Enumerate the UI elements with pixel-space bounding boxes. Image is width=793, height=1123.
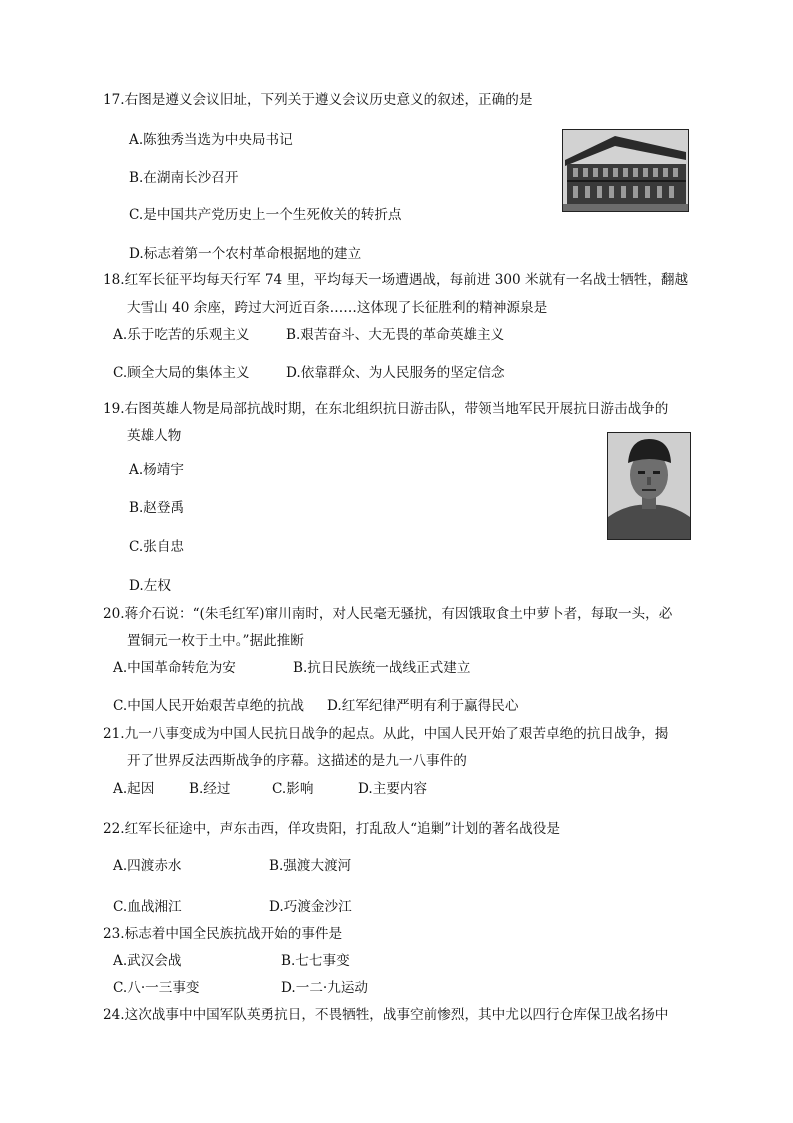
question-18-option-a: A.乐于吃苦的乐观主义 xyxy=(113,327,250,343)
question-20-option-d: D.红军纪律严明有利于赢得民心 xyxy=(327,698,519,714)
question-20-option-a: A.中国革命转危为安 xyxy=(113,660,236,676)
question-23-stem: 23.标志着中国全民族抗战开始的事件是 xyxy=(103,926,343,942)
question-19-option-b: B.赵登禹 xyxy=(129,500,185,516)
question-22-option-b: B.强渡大渡河 xyxy=(269,858,352,874)
question-23-option-a: A.武汉会战 xyxy=(113,953,182,969)
question-18-option-b: B.艰苦奋斗、大无畏的革命英雄主义 xyxy=(286,327,505,343)
zunyi-building-illustration xyxy=(563,130,688,211)
question-18-option-d: D.依靠群众、为人民服务的坚定信念 xyxy=(286,365,505,381)
question-17-option-c: C.是中国共产党历史上一个生死攸关的转折点 xyxy=(129,207,402,223)
question-24-stem: 24.这次战事中中国军队英勇抗日，不畏牺牲，战事空前惨烈，其中尤以四行仓库保卫战名扬中 xyxy=(103,1007,669,1023)
question-17-option-d: D.标志着第一个农村革命根据地的建立 xyxy=(129,246,362,262)
question-17-stem: 17.右图是遵义会议旧址，下列关于遵义会议历史意义的叙述，正确的是 xyxy=(103,92,533,108)
question-23-option-b: B.七七事变 xyxy=(281,953,350,969)
question-22-option-c: C.血战湘江 xyxy=(113,899,182,915)
question-19-stem-line-2: 英雄人物 xyxy=(127,428,182,444)
question-21-option-a: A.起因 xyxy=(113,781,155,797)
question-22-stem: 22.红军长征途中，声东击西，佯攻贵阳，打乱敌人“追剿”计划的著名战役是 xyxy=(103,821,560,837)
question-18-stem-line-2: 大雪山 40 余座，跨过大河近百条……这体现了长征胜利的精神源泉是 xyxy=(127,300,548,316)
question-20-stem-line-1: 20.蒋介石说：“(朱毛红军)窜川南时，对人民毫无骚扰，有因饿取食土中萝卜者，每取一头，必 xyxy=(103,606,673,622)
question-21-option-c: C.影响 xyxy=(272,781,314,797)
question-19-option-c: C.张自忠 xyxy=(129,539,185,555)
question-19-option-a: A.杨靖宇 xyxy=(129,462,184,478)
question-17-option-a: A.陈独秀当选为中央局书记 xyxy=(129,132,293,148)
question-23-option-c: C.八·一三事变 xyxy=(113,980,200,996)
question-19-option-d: D.左权 xyxy=(129,578,171,594)
question-21-stem-line-2: 开了世界反法西斯战争的序幕。这描述的是九一八事件的 xyxy=(127,753,467,769)
question-22-option-a: A.四渡赤水 xyxy=(113,858,182,874)
question-22-option-d: D.巧渡金沙江 xyxy=(269,899,352,915)
question-18-stem-line-1: 18.红军长征平均每天行军 74 里，平均每天一场遭遇战，每前进 300 米就有一名战士牺牲，翻越 xyxy=(103,272,689,288)
question-18-option-c: C.顾全大局的集体主义 xyxy=(113,365,250,381)
question-21-option-b: B.经过 xyxy=(189,781,231,797)
question-19-stem-line-1: 19.右图英雄人物是局部抗战时期，在东北组织抗日游击队，带领当地军民开展抗日游击战争的 xyxy=(103,401,669,417)
question-21-stem-line-1: 21.九一八事变成为中国人民抗日战争的起点。从此，中国人民开始了艰苦卓绝的抗日战争，揭 xyxy=(103,726,669,742)
hero-portrait-illustration xyxy=(608,433,690,539)
question-20-option-c: C.中国人民开始艰苦卓绝的抗战 xyxy=(113,698,304,714)
question-20-stem-line-2: 置铜元一枚于土中。”据此推断 xyxy=(127,633,304,649)
question-21-option-d: D.主要内容 xyxy=(358,781,428,797)
question-17-option-b: B.在湖南长沙召开 xyxy=(129,170,239,186)
zunyi-meeting-site-photo xyxy=(562,129,689,212)
hero-portrait-photo xyxy=(607,432,691,540)
question-20-option-b: B.抗日民族统一战线正式建立 xyxy=(293,660,471,676)
question-23-option-d: D.一二·九运动 xyxy=(281,980,369,996)
